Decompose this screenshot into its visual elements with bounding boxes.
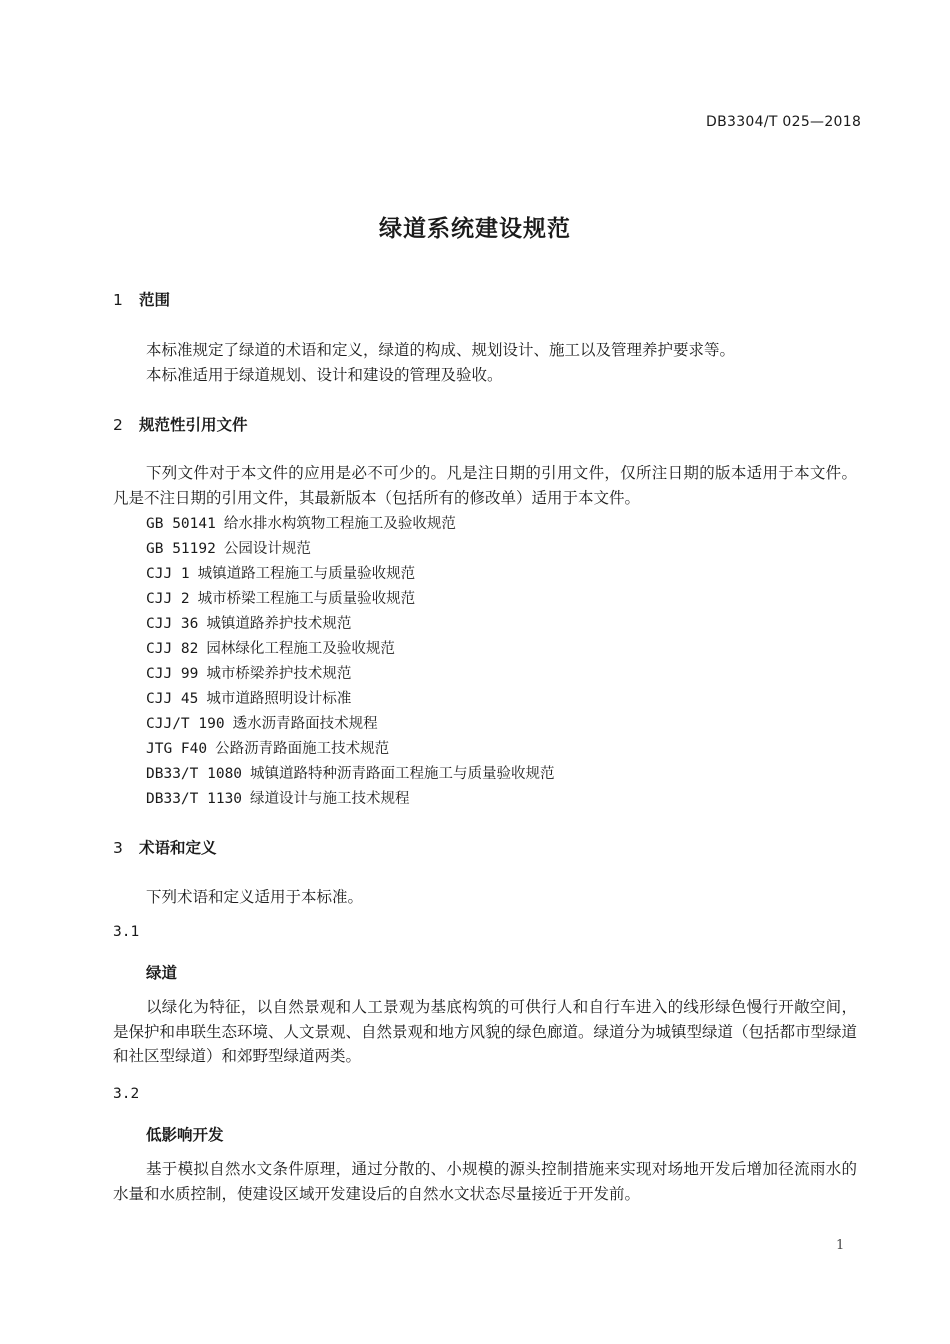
section-number: 1 [113, 291, 123, 309]
reference-item [146, 587, 415, 608]
reference-code: JTG F40 [146, 741, 208, 757]
term-definition: 以绿化为特征，以自然景观和人工景观为基底构筑的可供行人和自行车进入的线形绿色慢行开敞空间，是保护和串联生态环境、人文景观、自然景观和地方风貌的绿色廊道。绿道分为城镇型绿道（包括都市型绿道和社区型绿道）和郊野型绿道两类。 [113, 998, 858, 1065]
reference-title: 城市桥梁养护技术规范 [206, 666, 352, 682]
reference-code: CJJ 36 [146, 616, 199, 632]
reference-code: CJJ 99 [146, 666, 199, 682]
reference-item [146, 562, 415, 583]
reference-code: CJJ 2 [146, 591, 190, 607]
paragraph: 本标准适用于绿道规划、设计和建设的管理及验收。 [146, 366, 503, 384]
reference-item [146, 787, 410, 808]
reference-item [146, 662, 351, 683]
term-number: 3.1 [113, 924, 140, 940]
reference-code: CJJ 82 [146, 641, 199, 657]
reference-code: GB 51192 [146, 541, 216, 557]
reference-item [146, 737, 389, 758]
reference-title: 城市桥梁工程施工与质量验收规范 [197, 591, 416, 607]
reference-item [146, 512, 456, 533]
page-number: 1 [836, 1238, 845, 1253]
section-3-heading [113, 836, 217, 858]
section-number: 2 [113, 416, 123, 434]
reference-code: GB 50141 [146, 516, 216, 532]
reference-title: 透水沥青路面技术规程 [232, 716, 378, 732]
section-title: 规范性引用文件 [139, 416, 248, 434]
reference-title: 园林绿化工程施工及验收规范 [206, 641, 395, 657]
term-name: 绿道 [146, 964, 178, 982]
reference-title: 绿道设计与施工技术规程 [250, 791, 410, 807]
reference-item [146, 687, 351, 708]
paragraph: 本标准规定了绿道的术语和定义，绿道的构成、规划设计、施工以及管理养护要求等。 [146, 341, 736, 359]
reference-code: CJJ/T 190 [146, 716, 225, 732]
document-title: 绿道系统建设规范 [379, 216, 571, 242]
reference-code: CJJ 1 [146, 566, 190, 582]
reference-title: 城镇道路工程施工与质量验收规范 [197, 566, 416, 582]
reference-title: 城镇道路养护技术规范 [206, 616, 352, 632]
section-title: 术语和定义 [139, 839, 217, 857]
standard-code: DB3304/T 025—2018 [706, 114, 862, 130]
reference-code: DB33/T 1080 [146, 766, 243, 782]
section-1-heading [113, 288, 170, 310]
section-title: 范围 [139, 291, 171, 309]
reference-code: DB33/T 1130 [146, 791, 243, 807]
reference-item [146, 537, 311, 558]
reference-item [146, 712, 378, 733]
reference-title: 公园设计规范 [223, 541, 311, 557]
section-number: 3 [113, 839, 123, 857]
paragraph: 下列文件对于本文件的应用是必不可少的。凡是注日期的引用文件，仅所注日期的版本适用于本文件。凡是不注日期的引用文件，其最新版本（包括所有的修改单）适用于本文件。 [113, 464, 857, 507]
reference-title: 城市道路照明设计标准 [206, 691, 352, 707]
reference-title: 公路沥青路面施工技术规范 [215, 741, 390, 757]
reference-title: 给水排水构筑物工程施工及验收规范 [223, 516, 456, 532]
reference-item [146, 637, 395, 658]
paragraph: 下列术语和定义适用于本标准。 [146, 888, 364, 906]
reference-code: CJJ 45 [146, 691, 199, 707]
section-2-heading [113, 413, 248, 435]
reference-item [146, 612, 351, 633]
term-name: 低影响开发 [146, 1126, 224, 1144]
term-number: 3.2 [113, 1086, 140, 1102]
term-definition: 基于模拟自然水文条件原理，通过分散的、小规模的源头控制措施来实现对场地开发后增加径流雨水的水量和水质控制，使建设区域开发建设后的自然水文状态尽量接近于开发前。 [113, 1160, 857, 1203]
reference-title: 城镇道路特种沥青路面工程施工与质量验收规范 [250, 766, 555, 782]
reference-item [146, 762, 555, 783]
